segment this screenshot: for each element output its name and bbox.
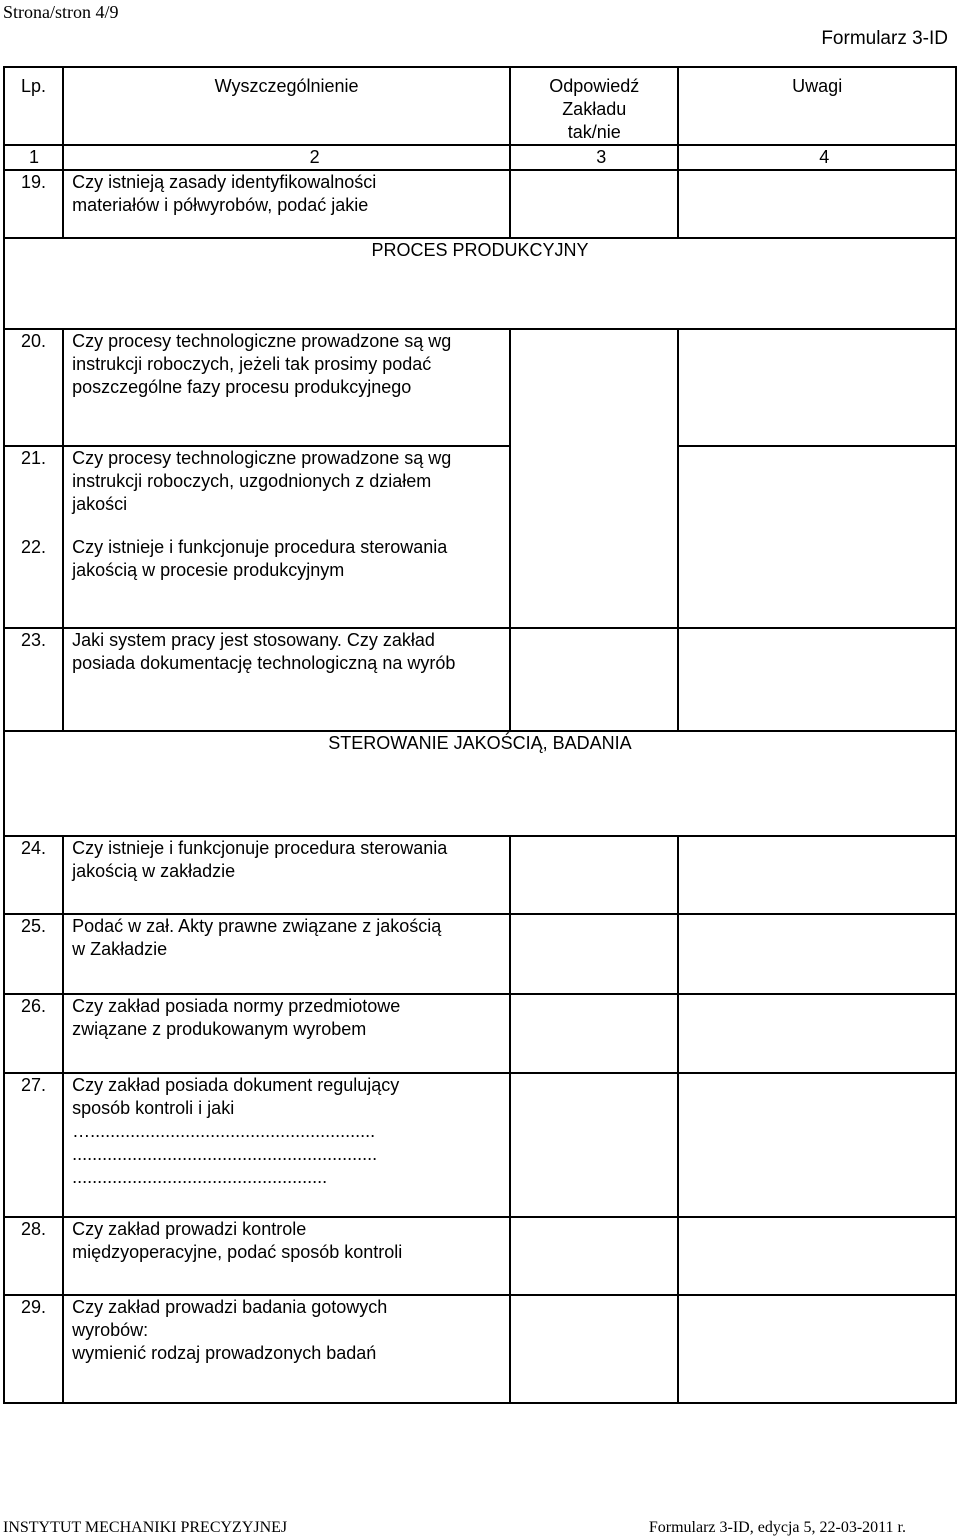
remarks-cell[interactable]	[678, 170, 956, 238]
row-number: 20.	[4, 329, 63, 446]
row-number: 28.	[4, 1217, 63, 1295]
answer-cell[interactable]	[510, 536, 678, 628]
row-question: Czy procesy technologiczne prowadzone są wg instrukcji roboczych, uzgodnionych z działem jakości	[63, 446, 510, 536]
row-number: 24.	[4, 836, 63, 914]
section-row	[4, 731, 956, 836]
row-number: 26.	[4, 994, 63, 1073]
table-row	[4, 994, 956, 1073]
row-number: 29.	[4, 1295, 63, 1403]
table-row	[4, 536, 956, 628]
row-question: Czy istnieje i funkcjonuje procedura sterowania jakością w procesie produkcyjnym	[63, 536, 510, 628]
header-row	[4, 67, 956, 145]
fill-in-dots[interactable]: ….........................................................	[72, 1121, 376, 1141]
section-title-production: PROCES PRODUKCYJNY	[4, 238, 956, 329]
table-row	[4, 446, 956, 536]
section-row	[4, 238, 956, 329]
table-row	[4, 170, 956, 238]
answer-cell[interactable]	[510, 170, 678, 238]
row-question: Czy zakład posiada dokument regulujący sposób kontroli i jaki …......................................................... ............................................................. ...................................................	[63, 1073, 510, 1217]
answer-cell[interactable]	[510, 628, 678, 731]
form-id: Formularz 3-ID	[821, 28, 948, 49]
answer-cell[interactable]	[510, 446, 678, 536]
remarks-cell[interactable]	[678, 914, 956, 994]
table-row	[4, 1217, 956, 1295]
table-row	[4, 628, 956, 731]
row-question: Czy zakład prowadzi badania gotowych wyrobów: wymienić rodzaj prowadzonych badań	[63, 1295, 510, 1403]
table-row	[4, 914, 956, 994]
page-counter: Strona/stron 4/9	[3, 2, 119, 22]
table-row	[4, 1073, 956, 1217]
section-title-quality: STEROWANIE JAKOŚCIĄ, BADANIA	[4, 731, 956, 836]
col-number-3: 3	[510, 145, 678, 170]
footer-edition: Formularz 3-ID, edycja 5, 22-03-2011 r.	[648, 1519, 906, 1536]
remarks-cell[interactable]	[678, 446, 956, 536]
row-question: Czy zakład prowadzi kontrole międzyoperacyjne, podać sposób kontroli	[63, 1217, 510, 1295]
answer-cell[interactable]	[510, 994, 678, 1073]
remarks-cell[interactable]	[678, 1217, 956, 1295]
col-header-description: Wyszczególnienie	[63, 67, 510, 145]
remarks-cell[interactable]	[678, 628, 956, 731]
remarks-cell[interactable]	[678, 536, 956, 628]
col-header-answer: Odpowiedź Zakładu tak/nie	[510, 67, 678, 145]
remarks-cell[interactable]	[678, 1073, 956, 1217]
row-number: 21.	[4, 446, 63, 536]
col-number-4: 4	[678, 145, 956, 170]
answer-cell[interactable]	[510, 329, 678, 446]
remarks-cell[interactable]	[678, 994, 956, 1073]
fill-in-dots[interactable]: .............................................................	[72, 1144, 378, 1164]
col-header-remarks: Uwagi	[678, 67, 956, 145]
table-row	[4, 836, 956, 914]
table-row	[4, 329, 956, 446]
row-question: Jaki system pracy jest stosowany. Czy zakład posiada dokumentację technologiczną na wyrób	[63, 628, 510, 731]
col-header-lp: Lp.	[4, 67, 63, 145]
fill-in-dots[interactable]: ...................................................	[72, 1167, 328, 1187]
answer-cell[interactable]	[510, 836, 678, 914]
col-number-2: 2	[63, 145, 510, 170]
answer-cell[interactable]	[510, 1217, 678, 1295]
remarks-cell[interactable]	[678, 1295, 956, 1403]
footer-institute: INSTYTUT MECHANIKI PRECYZYJNEJ	[3, 1519, 288, 1536]
row-question: Czy istnieje i funkcjonuje procedura sterowania jakością w zakładzie	[63, 836, 510, 914]
row-question: Czy procesy technologiczne prowadzone są wg instrukcji roboczych, jeżeli tak prosimy podać poszczególne fazy procesu produkcyjnego	[63, 329, 510, 446]
row-question: Czy zakład posiada normy przedmiotowe związane z produkowanym wyrobem	[63, 994, 510, 1073]
row-number: 25.	[4, 914, 63, 994]
answer-cell[interactable]	[510, 1073, 678, 1217]
row-number: 22.	[4, 536, 63, 628]
remarks-cell[interactable]	[678, 329, 956, 446]
answer-cell[interactable]	[510, 914, 678, 994]
answer-cell[interactable]	[510, 1295, 678, 1403]
row-question: Podać w zał. Akty prawne związane z jakością w Zakładzie	[63, 914, 510, 994]
column-numbers-row	[4, 145, 956, 170]
col-number-1: 1	[4, 145, 63, 170]
row-number: 19.	[4, 170, 63, 238]
questionnaire-table	[3, 66, 957, 1404]
row-number: 27.	[4, 1073, 63, 1217]
remarks-cell[interactable]	[678, 836, 956, 914]
table-row	[4, 1295, 956, 1403]
row-question: Czy istnieją zasady identyfikowalności materiałów i półwyrobów, podać jakie	[63, 170, 510, 238]
row-number: 23.	[4, 628, 63, 731]
